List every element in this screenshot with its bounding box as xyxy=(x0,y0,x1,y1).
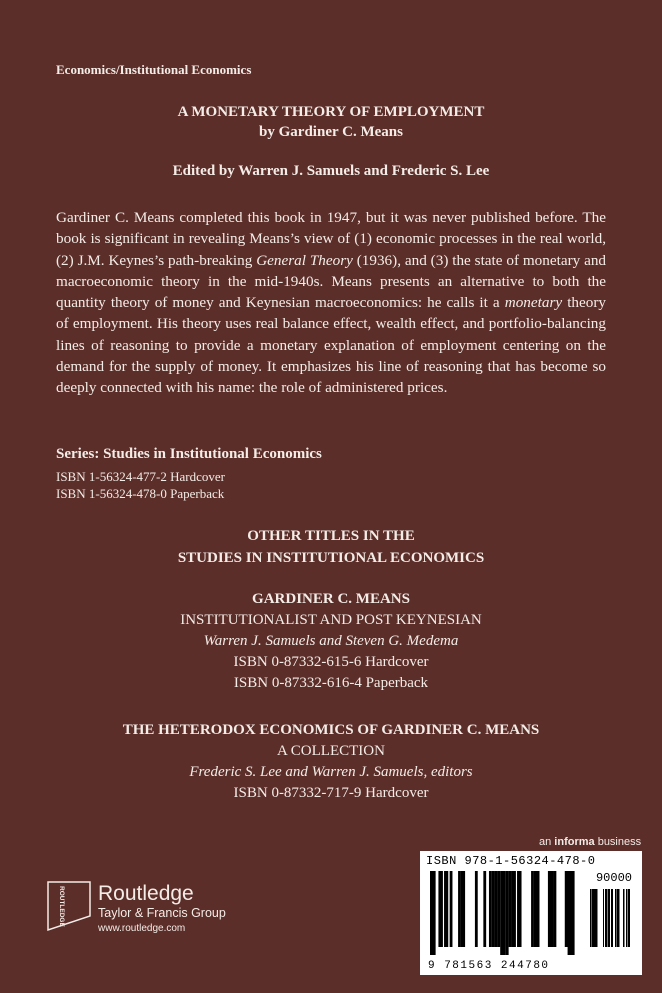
publisher-group: Taylor & Francis Group xyxy=(98,906,226,920)
other-book-2 xyxy=(0,720,662,804)
other-book-1 xyxy=(0,589,662,694)
barcode-bar xyxy=(596,889,598,947)
barcode-bar xyxy=(570,871,574,955)
other-book-subtitle: A COLLECTION xyxy=(277,743,385,759)
series-isbn-hardcover: ISBN 1-56324-477-2 Hardcover xyxy=(56,469,225,484)
informa-suffix: business xyxy=(594,836,642,848)
informa-tagline xyxy=(539,836,641,848)
barcode-bar xyxy=(503,871,506,955)
barcode-bar xyxy=(495,871,498,947)
barcode-bar xyxy=(609,889,610,947)
description-part3: theory of employment. His theory uses real balance effect, wealth effect, and portfolio-balancing lines of reasoning to provide a monetary explanation of employment centering on the demand for the supply of money. It emphasizes his line of reasoning that has become so deeply connected with his name: the role of administered prices. xyxy=(56,294,606,397)
book-description xyxy=(56,207,606,399)
barcode-bar xyxy=(537,871,540,947)
barcode-bar xyxy=(554,871,557,947)
other-book-isbn: ISBN 0-87332-717-9 Hardcover xyxy=(233,785,429,801)
description-italic-general-theory: General Theory xyxy=(256,251,353,269)
barcode-bar xyxy=(475,871,478,947)
barcode-bar xyxy=(517,871,521,947)
barcode-bar xyxy=(458,871,461,947)
barcode-bar xyxy=(551,871,554,947)
barcode-isbn-text: ISBN 978-1-56324-478-0 xyxy=(426,854,596,868)
other-titles-heading-line2: STUDIES IN INSTITUTIONAL ECONOMICS xyxy=(177,550,485,566)
informa-brand: informa xyxy=(554,836,595,848)
barcode-bar xyxy=(626,889,628,947)
other-book-title: THE HETERODOX ECONOMICS OF GARDINER C. MEANS xyxy=(122,722,540,738)
barcode-bar xyxy=(497,871,500,947)
barcode-bar xyxy=(506,871,509,955)
series-isbn-paperback: ISBN 1-56324-478-0 Paperback xyxy=(56,486,225,501)
barcode-bar xyxy=(612,889,613,947)
barcode-bar xyxy=(511,871,515,947)
routledge-logo-icon xyxy=(46,880,92,932)
book-author: by Gardiner C. Means xyxy=(259,124,403,140)
barcode-price-code: 90000 xyxy=(595,871,632,885)
barcode-bar xyxy=(606,889,608,947)
barcode-bar xyxy=(618,889,620,947)
barcode-bar xyxy=(611,889,612,947)
ean-barcode-bars xyxy=(428,871,578,955)
category-label: Economics/Institutional Economics xyxy=(56,62,252,77)
barcode-ean-digits: 9 781563 244780 xyxy=(428,960,550,972)
addon-barcode-bars xyxy=(588,889,632,955)
informa-prefix: an xyxy=(539,836,555,848)
other-book-authors: Warren J. Samuels and Steven G. Medema xyxy=(203,633,459,649)
barcode-bar xyxy=(623,889,625,947)
barcode-bar xyxy=(628,889,629,947)
barcode-bar xyxy=(500,871,503,955)
description-italic-monetary: monetary xyxy=(504,294,563,312)
other-titles-heading xyxy=(0,525,662,569)
barcode-bar xyxy=(492,871,495,947)
barcode-bar xyxy=(629,889,630,947)
other-book-authors: Frederic S. Lee and Warren J. Samuels, editors xyxy=(189,764,473,780)
logo-letters: ROUTLEDGE xyxy=(58,886,65,927)
publisher-block xyxy=(98,883,226,935)
publisher-name: Routledge xyxy=(98,882,194,905)
book-title-block xyxy=(0,102,662,142)
barcode-bar xyxy=(590,889,592,947)
other-book-title: GARDINER C. MEANS xyxy=(252,591,410,607)
barcode-bar xyxy=(509,871,512,947)
series-title: Series: Studies in Institutional Economics xyxy=(56,446,322,462)
isbn-barcode xyxy=(420,851,642,975)
other-book-isbn: ISBN 0-87332-615-6 Hardcover xyxy=(233,654,429,670)
editors-line: Edited by Warren J. Samuels and Frederic S. Lee xyxy=(172,163,490,179)
barcode-bar xyxy=(450,871,453,947)
barcode-bar xyxy=(615,889,617,947)
other-titles-heading-line1: OTHER TITLES IN THE xyxy=(247,528,415,544)
barcode-bar xyxy=(444,871,448,947)
barcode-bar xyxy=(531,871,534,947)
description-part1: Gardiner C. Means completed this book in 1947, but it was never published before. The book is significant in revealing Means’s view of (1) economic processes in the real world, (2) J.M. Keynes’s path-breaking xyxy=(56,209,606,269)
barcode-bar xyxy=(603,889,604,947)
other-book-subtitle: INSTITUTIONALIST AND POST KEYNESIAN xyxy=(180,612,482,628)
description-part2: (1936), and (3) the state of monetary and macroeconomic theory in the mid-1940s. Means presents an alternative to both the quantity theory of money and Keynesian macroeconomics: he calls it a xyxy=(56,251,607,312)
publisher-url[interactable]: www.routledge.com xyxy=(98,923,186,934)
other-book-isbn: ISBN 0-87332-616-4 Paperback xyxy=(233,675,429,691)
book-title: A MONETARY THEORY OF EMPLOYMENT xyxy=(177,104,485,120)
barcode-bar xyxy=(489,871,492,947)
barcode-bar xyxy=(483,871,486,947)
barcode-bar xyxy=(592,889,593,947)
barcode-bar xyxy=(461,871,465,947)
barcode-bar xyxy=(433,871,436,955)
barcode-bar xyxy=(438,871,442,947)
